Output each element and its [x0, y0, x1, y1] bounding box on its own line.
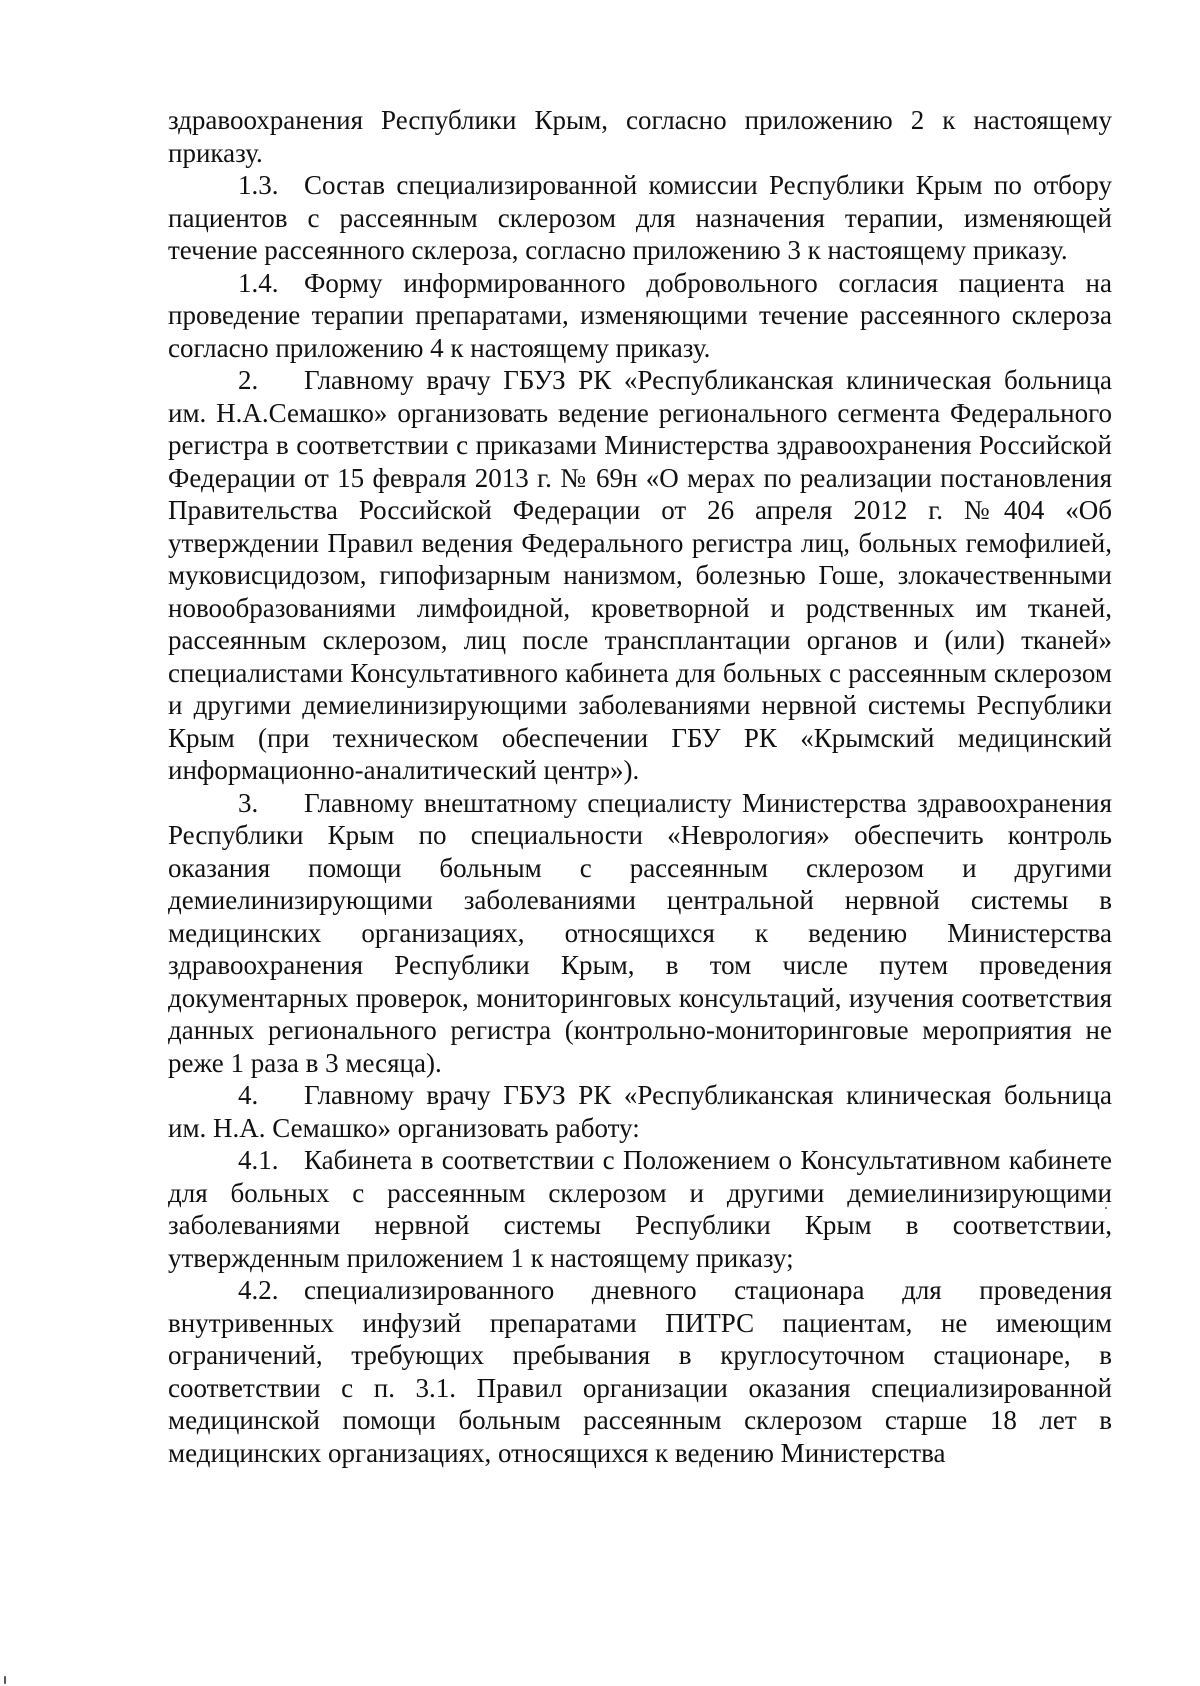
paragraph-4-1	[168, 1144, 1112, 1274]
paragraph-text: специализированного дневного стационара для проведения внутривенных инфузий препаратами ПИТРС пациентам, не имеющим ограничений, требующих пребывания в круглосуточном стационаре, в соответствии с п. 3.1. Правил организации оказания специализированной медицинской помощи больным рассеянным склерозом старше 18 лет в медицинских организациях, относящихся к ведению Министерства	[168, 1275, 1112, 1468]
paragraph-number: 1.3.	[238, 170, 279, 200]
paragraph-4-2	[168, 1274, 1112, 1469]
paragraph-text: здравоохранения Республики Крым, согласно приложению 2 к настоящему приказу.	[168, 105, 1112, 168]
paragraph-continuation	[168, 104, 1112, 169]
paragraph-number: 4.2.	[238, 1275, 279, 1305]
paragraph-text: Главному внештатному специалисту Министерства здравоохранения Республики Крым по специальности «Неврология» обеспечить контроль оказания помощи больным с рассеянным склерозом и другими демиелинизирующими заболеваниями центральной нервной системы в медицинских организациях, относящихся к ведению Министерства здравоохранения Республики Крым, в том числе путем проведения документарных проверок, мониторинговых консультаций, изучения соответствия данных регионального регистра (контрольно-мониторинговые мероприятия не реже 1 раза в 3 месяца).	[168, 787, 1112, 1078]
document-body	[168, 104, 1112, 1469]
paragraph-text: Состав специализированной комиссии Республики Крым по отбору пациентов с рассеянным склерозом для назначения терапии, изменяющей течение рассеянного склероза, согласно приложению 3 к настоящему приказу.	[168, 170, 1112, 265]
paragraph-4	[168, 1079, 1112, 1144]
paragraph-1-4	[168, 267, 1112, 365]
scan-speck	[4, 1676, 6, 1684]
scan-speck	[1105, 1207, 1107, 1209]
paragraph-number: 4.	[238, 1080, 259, 1110]
paragraph-number: 4.1.	[238, 1145, 279, 1175]
paragraph-text: Главному врачу ГБУЗ РК «Республиканская клиническая больница им. Н.А. Семашко» организовать работу:	[168, 1080, 1112, 1143]
paragraph-number: 3.	[238, 787, 259, 818]
paragraph-number: 1.4.	[238, 267, 279, 298]
paragraph-number: 2.	[238, 365, 259, 395]
paragraph-text: Кабинета в соответствии с Положением о Консультативном кабинете для больных с рассеянным склерозом и другими демиелинизирующими заболеваниями нервной системы Республики Крым в соответствии, утвержденным приложением 1 к настоящему приказу;	[168, 1145, 1112, 1273]
paragraph-text: Форму информированного добровольного согласия пациента на проведение терапии препаратами, изменяющими течение рассеянного склероза согласно приложению 4 к настоящему приказу.	[168, 267, 1112, 363]
paragraph-text: Главному врачу ГБУЗ РК «Республиканская клиническая больница им. Н.А.Семашко» организовать ведение регионального сегмента Федерального регистра в соответствии с приказами Министерства здравоохранения Российской Федерации от 15 февраля 2013 г. № 69н «О мерах по реализации постановления Правительства Российской Федерации от 26 апреля 2012 г. №404 «Об утверждении Правил ведения Федерального регистра лиц, больных гемофилией, муковисцидозом, гипофизарным нанизмом, болезнью Гоше, злокачественными новообразованиями лимфоидной, кроветворной и родственных им тканей, рассеянным склерозом, лиц после трансплантации органов и (или) тканей» специалистами Консультативного кабинета для больных с рассеянным склерозом и другими демиелинизирующими заболеваниями нервной системы Республики Крым (при техническом обеспечении ГБУ РК «Крымский медицинский информационно-аналитический центр»).	[168, 365, 1112, 785]
paragraph-2	[168, 364, 1112, 787]
paragraph-3	[168, 787, 1112, 1080]
paragraph-1-3	[168, 169, 1112, 267]
